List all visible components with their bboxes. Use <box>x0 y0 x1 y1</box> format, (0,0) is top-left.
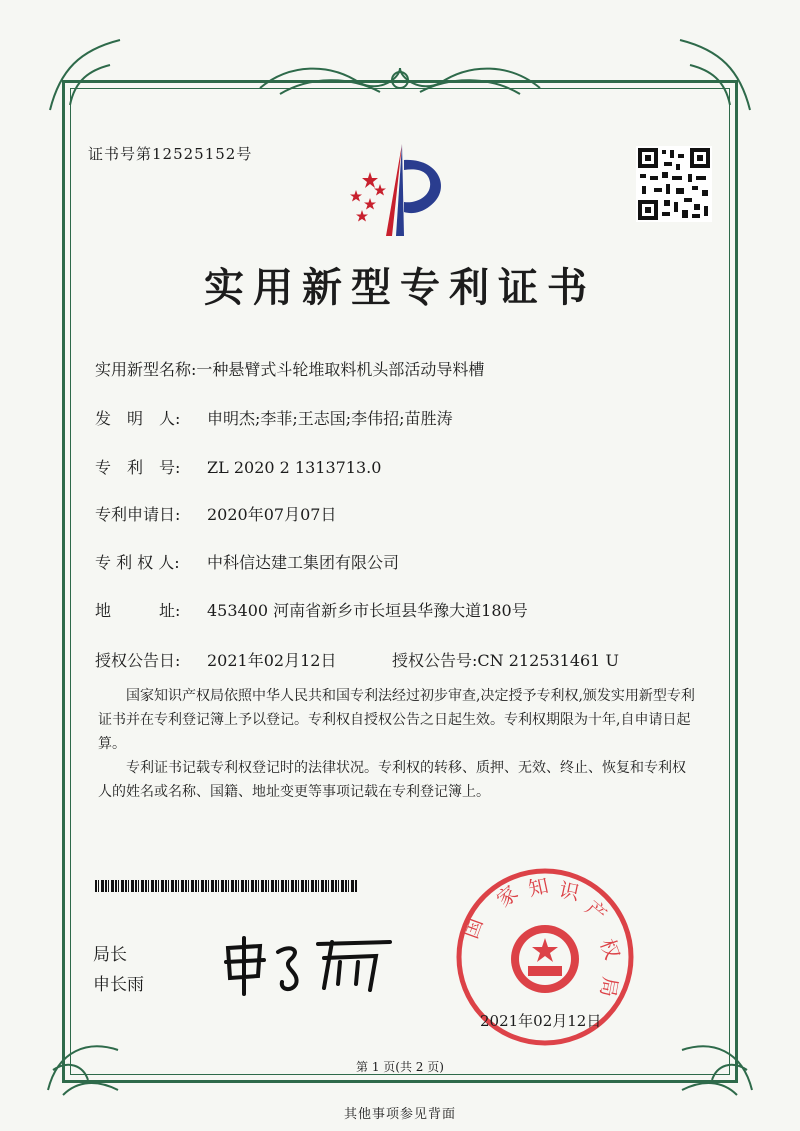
page-indicator: 第 1 页(共 2 页) <box>356 1060 444 1074</box>
field-utility-model-name <box>95 357 484 380</box>
field-patentee <box>95 550 399 573</box>
field-value: 一种悬臂式斗轮堆取料机头部活动导料槽 <box>196 360 485 379</box>
barcode-icon <box>95 880 357 892</box>
field-value: 453400 河南省新乡市长垣县华豫大道180号 <box>207 601 528 620</box>
director-name: 申长雨 <box>93 975 144 995</box>
field-value: 2020年07月07日 <box>207 505 337 524</box>
footer-note: 其他事项参见背面 <box>343 1107 456 1122</box>
qr-code-icon <box>636 146 712 222</box>
field-label: 地 址: <box>95 601 181 620</box>
field-value: CN 212531461 U <box>477 651 619 670</box>
field-label: 授权公告号: <box>392 651 478 670</box>
field-label: 实用新型名称: <box>95 360 197 379</box>
field-value: 中科信达建工集团有限公司 <box>207 553 400 572</box>
svg-text:识: 识 <box>556 877 582 906</box>
cnipa-logo-icon <box>340 140 460 240</box>
field-grant-no <box>392 648 619 671</box>
svg-text:权: 权 <box>595 935 625 963</box>
svg-text:家: 家 <box>491 880 523 912</box>
svg-text:产: 产 <box>580 895 612 927</box>
certificate-title: 实用新型专利证书 <box>204 264 596 311</box>
field-label: 专 利 号: <box>95 458 181 477</box>
director-title: 局长 <box>93 945 127 965</box>
corner-ornament-right-icon <box>672 1010 762 1100</box>
field-address <box>95 598 528 621</box>
field-grant-date <box>95 648 336 671</box>
corner-ornament-left-icon <box>38 1010 128 1100</box>
director-signature-icon <box>220 928 400 998</box>
seal-date: 2021年02月12日 <box>480 1012 602 1030</box>
field-label: 专利申请日: <box>95 505 181 524</box>
field-value: 2021年02月12日 <box>207 651 337 670</box>
field-application-date <box>95 502 336 525</box>
svg-text:知: 知 <box>526 873 551 901</box>
body-paragraph-1: 国家知识产权局依照中华人民共和国专利法经过初步审查,决定授予专利权,颁发实用新型专利证书并在专利登记簿上予以登记。专利权自授权公告之日起生效。专利权期限为十年,自申请日起算。 <box>98 688 695 752</box>
top-ornament-icon <box>250 58 550 104</box>
field-value: ZL 2020 2 1313713.0 <box>207 458 382 477</box>
certificate-number: 证书号第12525152号 <box>88 145 253 163</box>
field-label: 发 明 人: <box>95 409 181 428</box>
svg-text:局: 局 <box>595 975 623 999</box>
field-inventor <box>95 406 453 429</box>
corner-ornament-top-left-icon <box>30 10 130 120</box>
field-label: 专 利 权 人: <box>95 553 180 572</box>
body-paragraph-2: 专利证书记载专利权登记时的法律状况。专利权的转移、质押、无效、终止、恢复和专利权人的姓名或名称、国籍、地址变更等事项记载在专利登记簿上。 <box>98 760 686 800</box>
svg-text:国: 国 <box>458 914 488 942</box>
field-patent-no <box>95 455 381 478</box>
corner-ornament-top-right-icon <box>670 10 770 120</box>
field-label: 授权公告日: <box>95 651 181 670</box>
field-value: 申明杰;李菲;王志国;李伟招;苗胜涛 <box>207 409 453 428</box>
